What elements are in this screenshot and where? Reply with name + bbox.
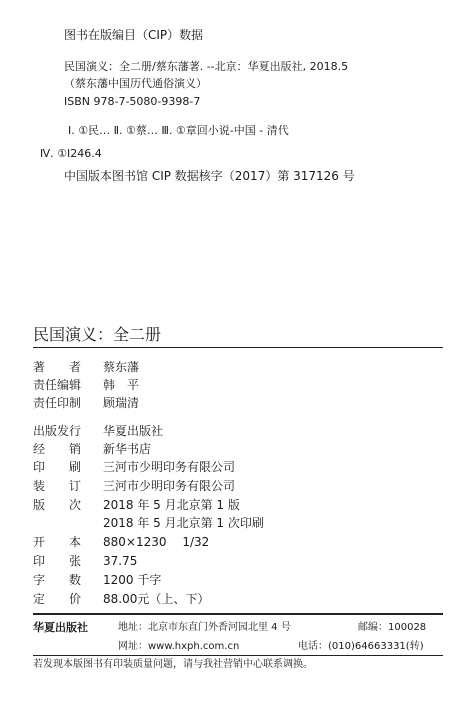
- footer-address: 地址：北京市东直门外香河园北里 4 号: [118, 622, 291, 633]
- pub-value: 三河市少明印务有限公司: [103, 479, 236, 493]
- credit-label: 责任印制: [33, 396, 82, 410]
- pub-value: 2018 年 5 月北京第 1 版: [103, 498, 240, 512]
- cip-subject-line: Ⅰ. ①民… Ⅱ. ①蔡… Ⅲ. ①章回小说-中国 - 清代: [68, 124, 289, 137]
- pub-label: 印 张: [33, 554, 82, 568]
- cip-heading: 图书在版编目（CIP）数据: [64, 28, 204, 42]
- cip-isbn: ISBN 978-7-5080-9398-7: [64, 95, 201, 108]
- pub-label: 经 销: [33, 442, 82, 456]
- cip-series-line: （蔡东藩中国历代通俗演义）: [64, 77, 207, 90]
- footer-notice: 若发现本版图书有印装质量问题，请与我社营销中心联系调换。: [33, 659, 313, 670]
- pub-label: 定 价: [33, 592, 82, 606]
- book-title: 民国演义：全二册: [33, 325, 162, 344]
- credit-label: 著 者: [33, 360, 82, 374]
- credit-editor: 韩 平: [103, 378, 140, 392]
- pub-label: 字 数: [33, 573, 82, 587]
- pub-value: 新华书店: [103, 442, 152, 456]
- pub-value: 华夏出版社: [103, 424, 164, 438]
- pub-label: 版 次: [33, 498, 82, 512]
- pub-label: 开 本: [33, 535, 82, 549]
- footer-rule: [33, 613, 443, 615]
- title-rule: [33, 347, 443, 348]
- pub-label: 印 刷: [33, 460, 82, 474]
- pub-value: 37.75: [103, 554, 138, 568]
- footer-website: 网址：www.hxph.com.cn: [118, 641, 240, 652]
- footer-postcode: 邮编：100028: [358, 622, 427, 633]
- cip-entry-line: 民国演义：全二册/蔡东藩著. --北京：华夏出版社, 2018.5: [64, 60, 349, 73]
- credit-printing-supervisor: 顾瑞清: [103, 396, 140, 410]
- pub-value: 三河市少明印务有限公司: [103, 460, 236, 474]
- cip-record-number: 中国版本图书馆 CIP 数据核字（2017）第 317126 号: [64, 169, 355, 183]
- pub-value: 88.00元（上、下）: [103, 592, 210, 606]
- pub-value: 2018 年 5 月北京第 1 次印刷: [103, 516, 264, 530]
- footer-phone: 电话：(010)64663331(转): [298, 641, 424, 652]
- pub-value: 1200 千字: [103, 573, 162, 587]
- footer-bottom-rule: [33, 655, 443, 656]
- credit-author: 蔡东藩: [103, 360, 140, 374]
- cip-classification-line: Ⅳ. ①I246.4: [40, 147, 102, 160]
- footer-publisher: 华夏出版社: [33, 621, 88, 634]
- pub-label: 出版发行: [33, 424, 82, 438]
- pub-label: 装 订: [33, 479, 82, 493]
- pub-value: 880×1230 1/32: [103, 535, 210, 549]
- credit-label: 责任编辑: [33, 378, 82, 392]
